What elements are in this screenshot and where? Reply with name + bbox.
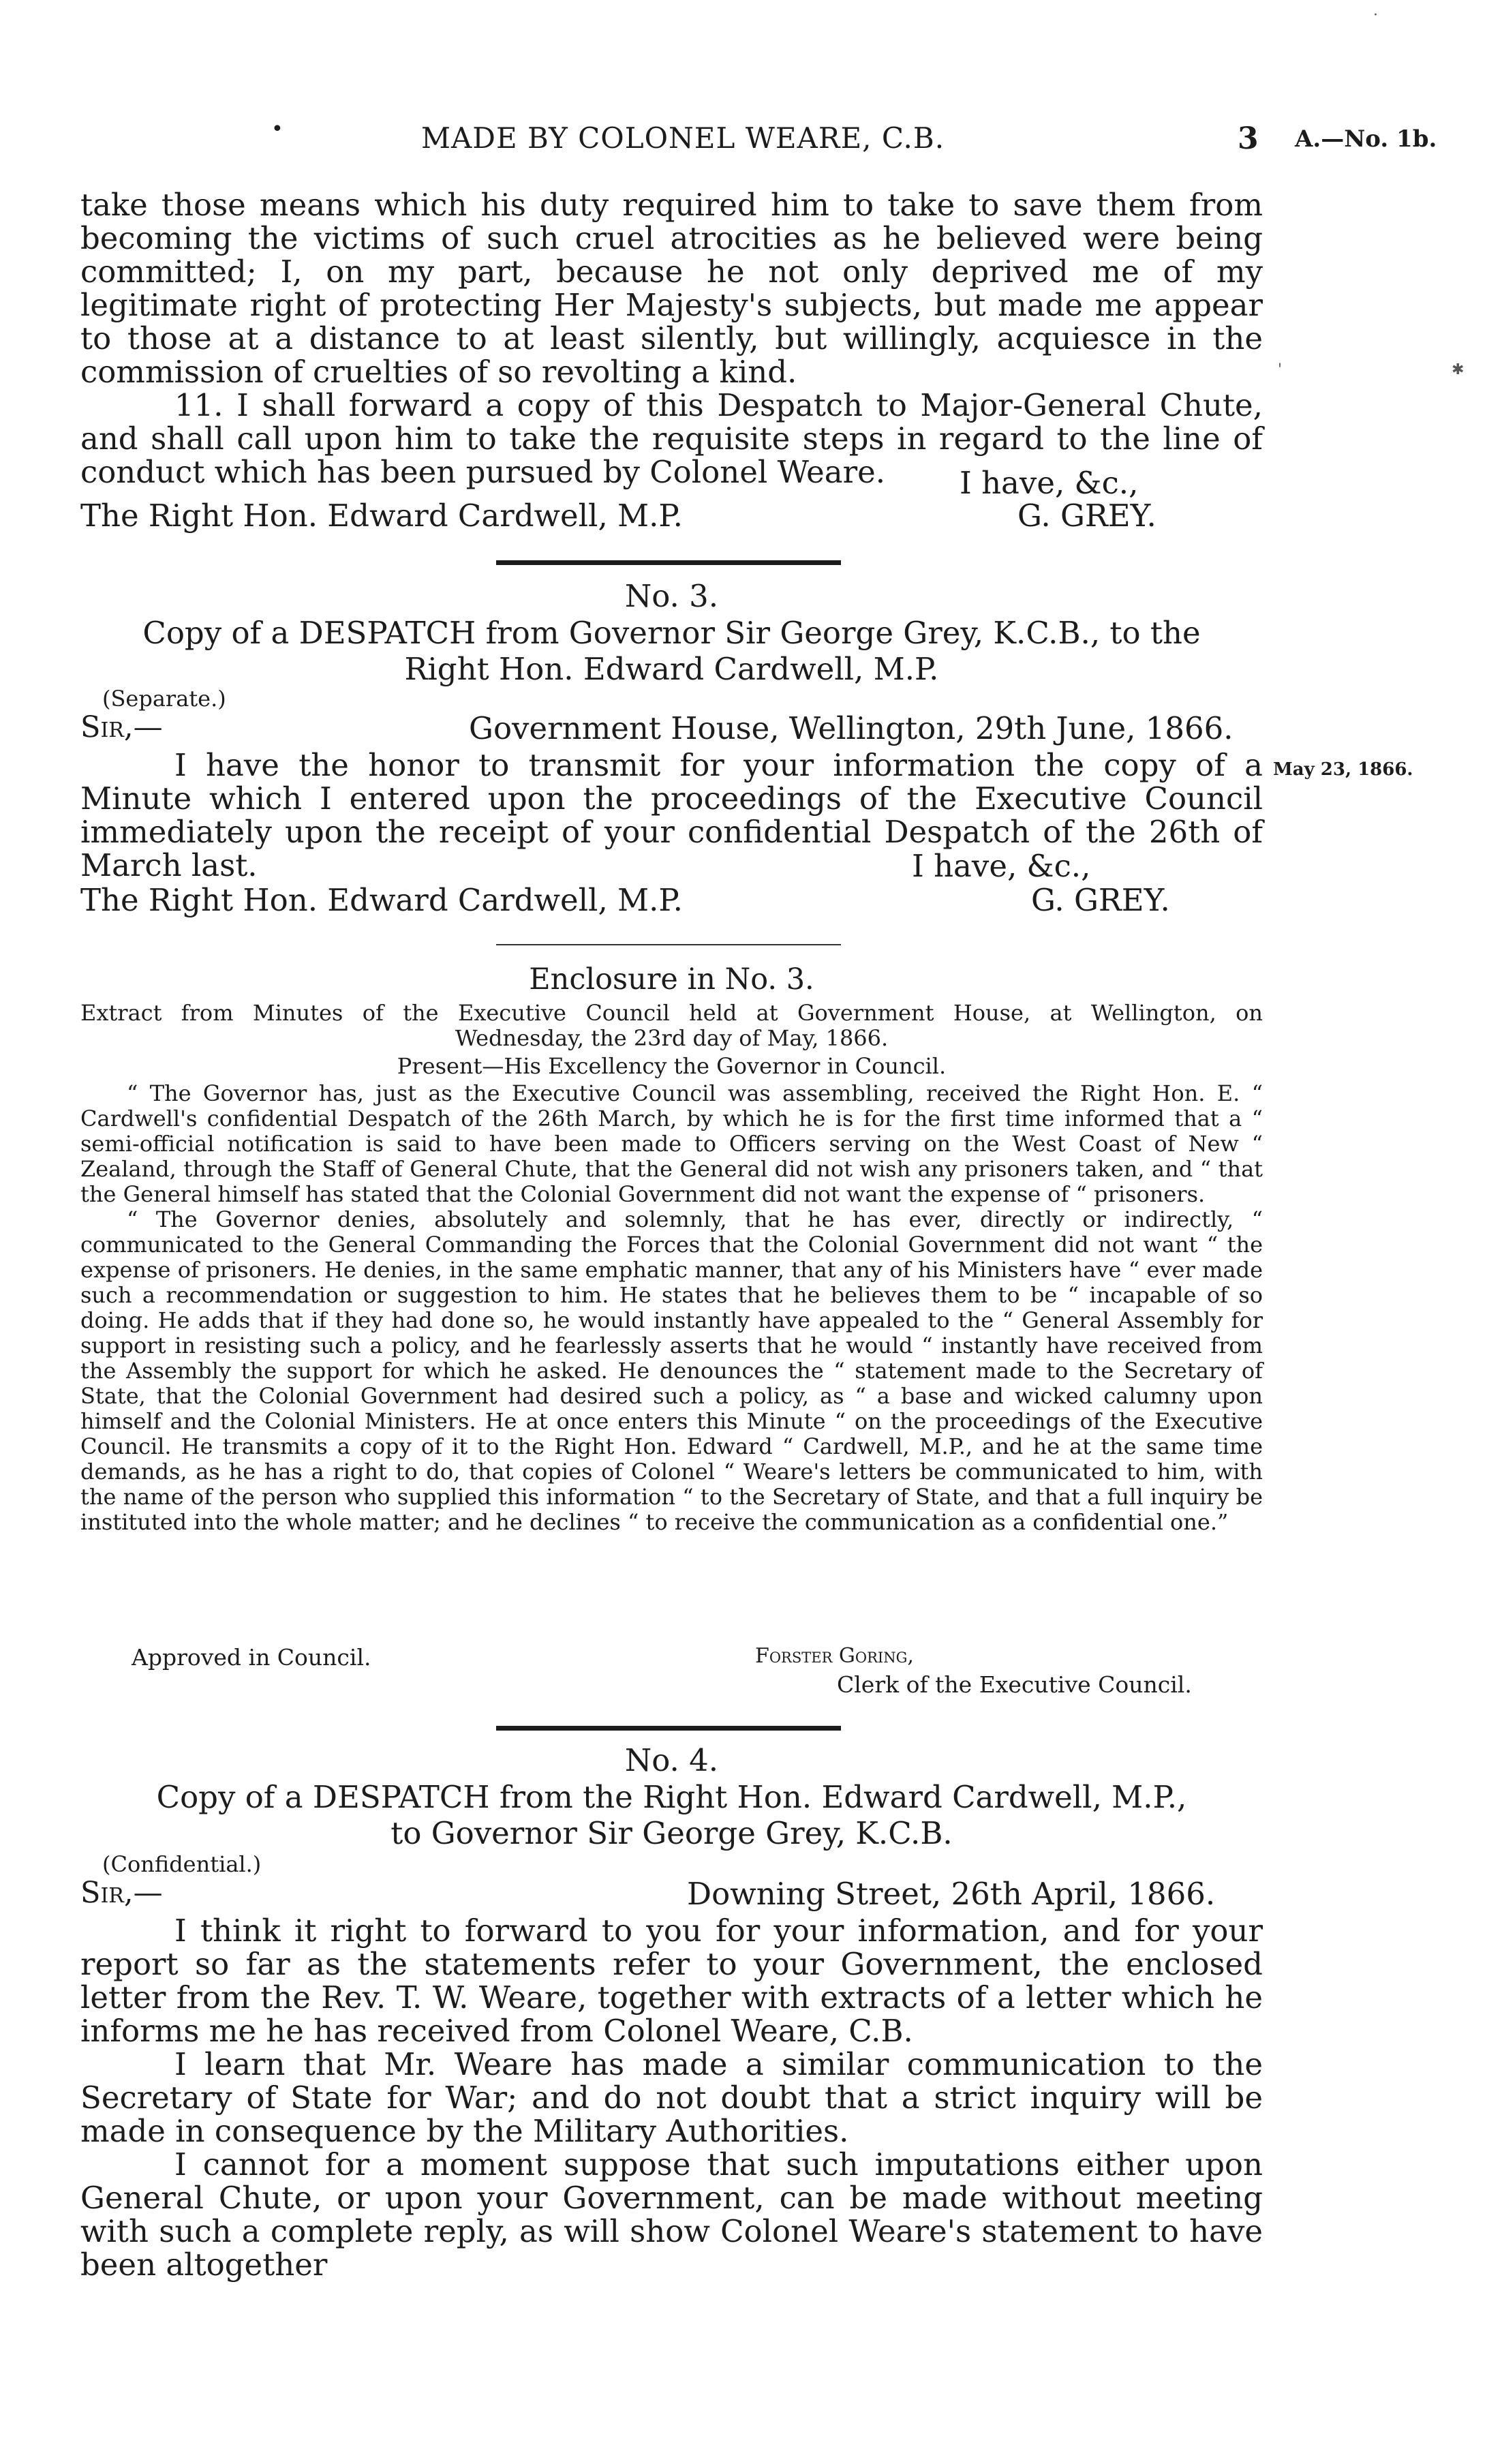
closing-formula: I have, &c.,: [912, 848, 1091, 884]
section-divider: [496, 1726, 841, 1731]
ink-speck: ': [1278, 361, 1283, 378]
ink-speck: ·: [1373, 7, 1378, 24]
heading-line: Copy of a DESPATCH from Governor Sir George Grey, K.C.B., to the: [142, 615, 1201, 651]
section-divider: [496, 560, 841, 565]
place-date: Government House, Wellington, 29th June, 1866.: [469, 710, 1233, 746]
despatch-number: No. 4.: [624, 1742, 719, 1778]
ink-speck: •: [271, 117, 283, 141]
enclosure-title: Enclosure in No. 3.: [529, 962, 814, 997]
despatch-number: No. 3.: [624, 578, 719, 614]
running-header: [0, 117, 1502, 162]
salutation: Sir,—: [80, 1876, 163, 1910]
ink-speck: ✱: [1452, 361, 1465, 378]
signature: G. GREY.: [1031, 882, 1170, 918]
classification: (Separate.): [102, 686, 226, 712]
despatch-body: [80, 1914, 1263, 2281]
minute-text: [80, 1081, 1263, 1535]
paper-reference: A.—No. 1b.: [1295, 125, 1437, 153]
heading-line: Right Hon. Edward Cardwell, M.P.: [404, 651, 939, 687]
section-divider: [496, 944, 841, 945]
page-number: 3: [1238, 121, 1259, 156]
present-line: Present—His Excellency the Governor in Council.: [397, 1053, 947, 1079]
classification: (Confidential.): [102, 1851, 262, 1877]
extract-line: Extract from Minutes of the Executive Council held at Government House, at Wellington, on: [80, 1000, 1263, 1026]
minute-paragraph: “ The Governor has, just as the Executive Council was assembling, received the Right Hon. E. “ Cardwell's confidential Despatch of the 26th March, by which he is for the first time informed that a “ semi-official notification is said to have been made to Officers serving on the West Coast of New “ Zealand, through the Staff of General Chute, that the General did not wish any prisoners taken, and “ that the General himself has stated that the Colonial Government did not want the expense of “ prisoners.: [80, 1080, 1263, 1207]
minute-paragraph: “ The Governor denies, absolutely and solemnly, that he has ever, directly or indirectly, “ communicated to the General Commanding the Forces that the Colonial Government did not want “ the expense of prisoners. He denies, in the same emphatic manner, that any of his Ministers have “ ever made such a recommendation or suggestion to him. He states that he believes them to be “ incapable of so doing. He adds that if they had done so, he would instantly have appealed to the “ General Assembly for support in resisting such a policy, and he fearlessly asserts that he would “ instantly have received from the Assembly the support for which he asked. He denounces the “ statement made to the Secretary of State, that the Colonial Government had desired such a policy, as “ a base and wicked calumny upon himself and the Colonial Ministers. He at once enters this Minute “ on the proceedings of the Executive Council. He transmits a copy of it to the Right Hon. Edward “ Cardwell, M.P., and he at the same time demands, as he has a right to do, that copies of Colonel “ Weare's letters be communicated to him, with the name of the person who supplied this information “ to the Secretary of State, and that a full inquiry be instituted into the whole matter; and he declines “ to receive the communication as a confidential one.”: [80, 1206, 1263, 1535]
approved-in-council: Approved in Council.: [132, 1644, 371, 1671]
body-paragraph: I have the honor to transmit for your information the copy of a Minute which I entered upon the proceedings of the Executive Council immediately upon the receipt of your confidential Despatch of the 26th of March last.: [80, 747, 1263, 883]
despatch-heading: [80, 1779, 1263, 1851]
enclosure-extract: [80, 1001, 1263, 1079]
extract-line: Wednesday, the 23rd day of May, 1866.: [455, 1025, 889, 1051]
intro-continuation: [80, 188, 1263, 489]
addressee: The Right Hon. Edward Cardwell, M.P.: [80, 498, 683, 534]
header-title-text: MADE BY COLONEL WEARE, C.B.: [420, 121, 945, 155]
addressee: The Right Hon. Edward Cardwell, M.P.: [80, 882, 683, 918]
header-title: [0, 121, 1502, 155]
heading-line: to Governor Sir George Grey, K.C.B.: [390, 1815, 953, 1851]
closing-formula: I have, &c.,: [960, 465, 1139, 501]
body-paragraph: I think it right to forward to you for your information, and for your report so far as the statements refer to your Government, the enclosed letter from the Rev. T. W. Weare, together with extracts of a letter which he informs me he has received from Colonel Weare, C.B.: [80, 1913, 1263, 2049]
clerk-name: Forster Goring,: [755, 1644, 914, 1668]
signature: G. GREY.: [1017, 498, 1156, 534]
body-paragraph: I cannot for a moment suppose that such imputations either upon General Chute, or upon your Government, can be made without meeting with such a complete reply, as will show Colonel Weare's statement to have been altogether: [80, 2146, 1263, 2283]
clerk-title: Clerk of the Executive Council.: [837, 1671, 1192, 1698]
body-paragraph: I learn that Mr. Weare has made a similar communication to the Secretary of State for War; and do not doubt that a strict inquiry will be made in consequence by the Military Authorities.: [80, 2046, 1263, 2149]
place-date: Downing Street, 26th April, 1866.: [687, 1876, 1216, 1912]
salutation: Sir,—: [80, 710, 163, 744]
paragraph-11: 11. I shall forward a copy of this Despatch to Major-General Chute, and shall call upon him to take the requisite steps in regard to the line of conduct which has been pursued by Colonel Weare.: [80, 387, 1263, 490]
paragraph-continuation: take those means which his duty required him to take to save them from becoming the victims of such cruel atrocities as he believed were being committed; I, on my part, because he not only deprived me of my legitimate right of protecting Her Majesty's subjects, but made me appear to those at a distance to at least silently, but willingly, acquiesce in the commission of cruelties of so revolting a kind.: [80, 187, 1263, 390]
heading-line: Copy of a DESPATCH from the Right Hon. Edward Cardwell, M.P.,: [156, 1779, 1187, 1815]
margin-date-note: May 23, 1866.: [1273, 759, 1413, 780]
despatch-heading: [80, 615, 1263, 687]
